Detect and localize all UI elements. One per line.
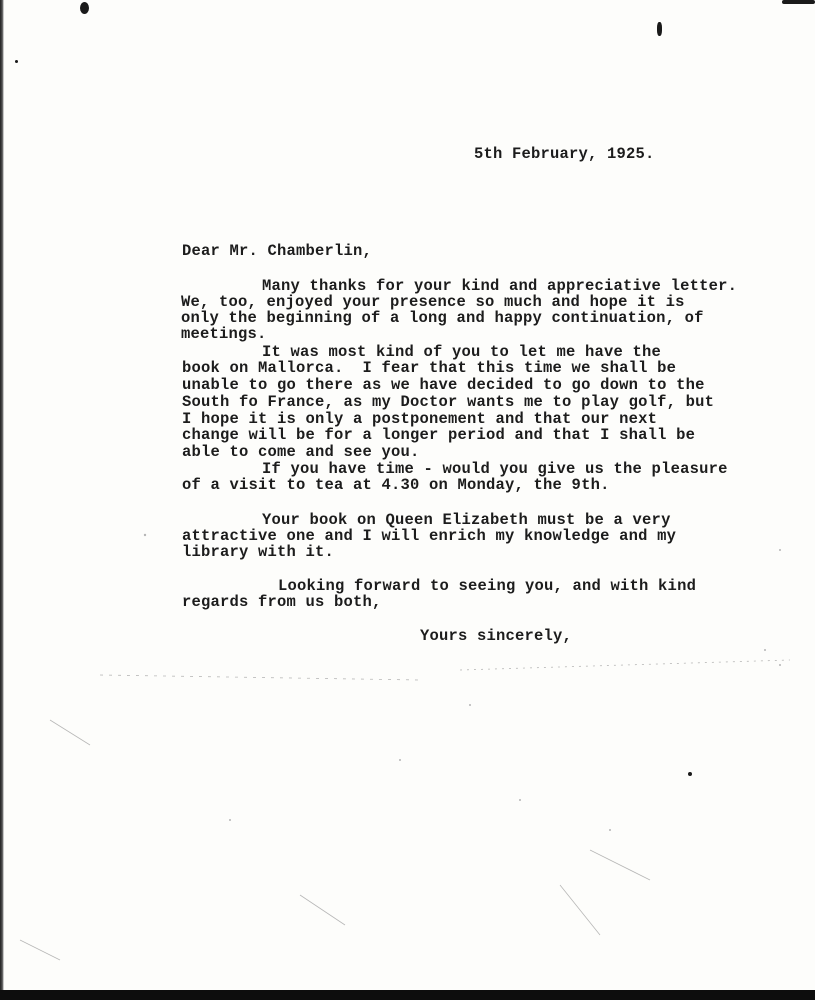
scan-bottom-edge [0, 990, 815, 1000]
body-line: meetings. [181, 325, 267, 343]
ink-speck [782, 0, 815, 4]
body-line: If you have time - would you give us the pleasure [262, 460, 728, 478]
body-line: book on Mallorca. I fear that this time we shall be [182, 359, 677, 377]
body-line: change will be for a longer period and that I shall be [182, 426, 696, 444]
body-line: of a visit to tea at 4.30 on Monday, the 9th. [182, 476, 610, 494]
ink-speck [657, 22, 662, 36]
body-line: only the beginning of a long and happy continuation, of [181, 309, 704, 327]
body-line: I hope it is only a postponement and that our next [182, 410, 658, 428]
body-line: South fo France, as my Doctor wants me to play golf, but [182, 393, 715, 411]
body-line: Looking forward to seeing you, and with kind [278, 577, 697, 595]
body-line: able to come and see you. [182, 443, 420, 461]
ink-speck [688, 772, 692, 776]
body-line: attractive one and I will enrich my knowledge and my [182, 527, 677, 545]
letter-closing: Yours sincerely, [420, 627, 573, 645]
body-line: unable to go there as we have decided to go down to the [182, 376, 705, 394]
letter-date: 5th February, 1925. [474, 145, 655, 163]
scan-left-edge [0, 0, 4, 1000]
ink-speck [15, 60, 18, 63]
letter-salutation: Dear Mr. Chamberlin, [182, 242, 373, 260]
body-line: It was most kind of you to let me have the [262, 343, 662, 361]
body-line: Your book on Queen Elizabeth must be a very [262, 511, 671, 529]
body-line: library with it. [182, 543, 335, 561]
body-line: Many thanks for your kind and appreciative letter. [262, 277, 738, 295]
body-line: regards from us both, [182, 593, 382, 611]
body-line: We, too, enjoyed your presence so much and hope it is [181, 293, 685, 311]
ink-speck [80, 2, 89, 14]
